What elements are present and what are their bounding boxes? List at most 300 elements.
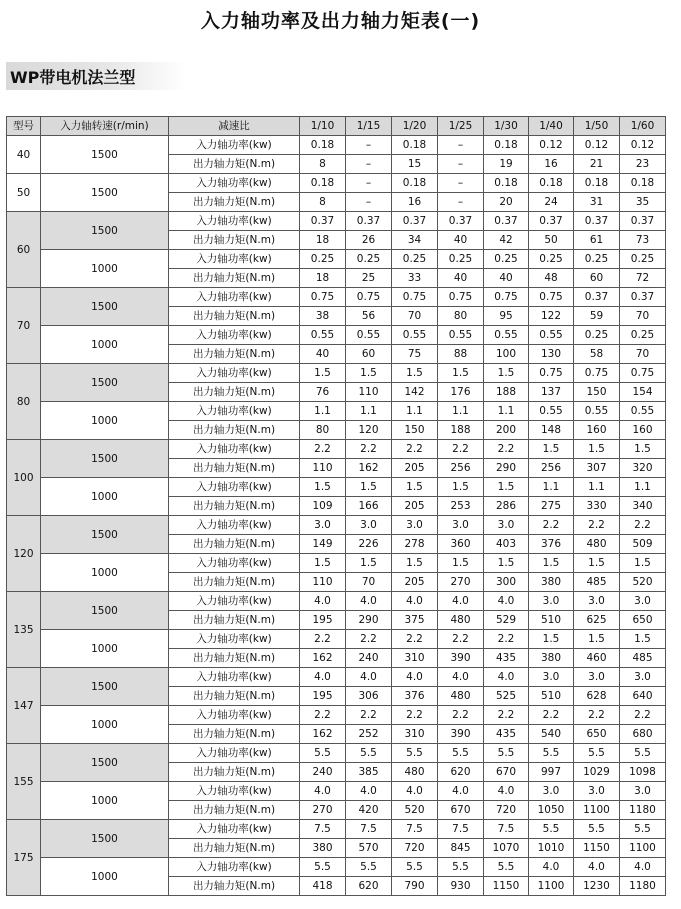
torque-value-cell: 256 [529, 459, 574, 478]
torque-value-cell: 330 [574, 497, 620, 516]
power-value-cell: 0.25 [574, 326, 620, 345]
torque-value-cell: 480 [438, 687, 484, 706]
power-value-cell: 0.25 [438, 250, 484, 269]
torque-label-cell: 出力轴力矩(N.m) [169, 421, 300, 440]
torque-value-cell: – [438, 193, 484, 212]
power-value-cell: 4.0 [484, 782, 529, 801]
torque-value-cell: 640 [620, 687, 666, 706]
torque-value-cell: 61 [574, 231, 620, 250]
power-label-cell: 入力轴功率(kw) [169, 478, 300, 497]
torque-value-cell: 21 [574, 155, 620, 174]
torque-value-cell: 120 [346, 421, 392, 440]
speed-cell: 1500 [41, 668, 169, 706]
power-value-cell: 2.2 [574, 516, 620, 535]
table-row [7, 858, 666, 877]
header-cell: 1/30 [484, 117, 529, 136]
power-value-cell: 1.5 [346, 554, 392, 573]
power-value-cell: 1.1 [438, 402, 484, 421]
power-value-cell: 0.37 [300, 212, 346, 231]
torque-value-cell: 270 [300, 801, 346, 820]
torque-value-cell: 310 [392, 649, 438, 668]
torque-value-cell: 48 [529, 269, 574, 288]
torque-value-cell: 390 [438, 649, 484, 668]
speed-cell: 1500 [41, 212, 169, 250]
power-value-cell: 5.5 [392, 744, 438, 763]
power-value-cell: 0.37 [346, 212, 392, 231]
torque-value-cell: 110 [300, 459, 346, 478]
power-value-cell: 0.37 [438, 212, 484, 231]
torque-value-cell: 480 [574, 535, 620, 554]
torque-value-cell: 16 [529, 155, 574, 174]
speed-cell: 1000 [41, 402, 169, 440]
power-value-cell: 0.55 [529, 402, 574, 421]
power-value-cell: 4.0 [392, 592, 438, 611]
table-row [7, 440, 666, 459]
torque-value-cell: 403 [484, 535, 529, 554]
torque-value-cell: 33 [392, 269, 438, 288]
torque-value-cell: 790 [392, 877, 438, 896]
table-row [7, 364, 666, 383]
power-value-cell: 0.12 [620, 136, 666, 155]
torque-value-cell: 720 [392, 839, 438, 858]
power-value-cell: 3.0 [574, 782, 620, 801]
power-value-cell: 7.5 [438, 820, 484, 839]
power-value-cell: 2.2 [484, 706, 529, 725]
power-value-cell: 1.5 [346, 478, 392, 497]
table-row [7, 478, 666, 497]
power-value-cell: 2.2 [346, 440, 392, 459]
torque-value-cell: 650 [620, 611, 666, 630]
header-cell: 入力轴转速(r/min) [41, 117, 169, 136]
torque-value-cell: 59 [574, 307, 620, 326]
torque-value-cell: 390 [438, 725, 484, 744]
power-value-cell: 0.25 [346, 250, 392, 269]
torque-value-cell: 8 [300, 155, 346, 174]
torque-value-cell: 162 [300, 725, 346, 744]
power-value-cell: 4.0 [438, 668, 484, 687]
torque-value-cell: 150 [392, 421, 438, 440]
power-value-cell: 0.75 [300, 288, 346, 307]
torque-value-cell: 80 [300, 421, 346, 440]
power-value-cell: 1.5 [484, 554, 529, 573]
torque-value-cell: 380 [300, 839, 346, 858]
power-value-cell: 2.2 [438, 440, 484, 459]
torque-value-cell: 149 [300, 535, 346, 554]
power-value-cell: 0.18 [392, 136, 438, 155]
speed-cell: 1500 [41, 820, 169, 858]
power-value-cell: 1.5 [620, 440, 666, 459]
header-cell: 1/10 [300, 117, 346, 136]
power-value-cell: 2.2 [484, 440, 529, 459]
power-value-cell: 7.5 [300, 820, 346, 839]
power-value-cell: 1.5 [574, 630, 620, 649]
model-cell: 70 [7, 288, 41, 364]
power-value-cell: 2.2 [392, 630, 438, 649]
torque-value-cell: 226 [346, 535, 392, 554]
power-label-cell: 入力轴功率(kw) [169, 250, 300, 269]
torque-value-cell: 253 [438, 497, 484, 516]
power-value-cell: 0.55 [574, 402, 620, 421]
header-cell: 1/20 [392, 117, 438, 136]
torque-value-cell: 162 [346, 459, 392, 478]
power-label-cell: 入力轴功率(kw) [169, 516, 300, 535]
torque-value-cell: 275 [529, 497, 574, 516]
torque-value-cell: 485 [620, 649, 666, 668]
torque-value-cell: 380 [529, 573, 574, 592]
power-value-cell: 1.5 [574, 440, 620, 459]
spec-table [6, 116, 666, 896]
power-value-cell: 1.5 [484, 364, 529, 383]
speed-cell: 1000 [41, 858, 169, 896]
power-value-cell: 1.5 [392, 364, 438, 383]
torque-label-cell: 出力轴力矩(N.m) [169, 231, 300, 250]
torque-value-cell: 320 [620, 459, 666, 478]
header-cell: 1/40 [529, 117, 574, 136]
torque-value-cell: 56 [346, 307, 392, 326]
torque-label-cell: 出力轴力矩(N.m) [169, 801, 300, 820]
power-label-cell: 入力轴功率(kw) [169, 326, 300, 345]
torque-value-cell: 650 [574, 725, 620, 744]
torque-value-cell: 385 [346, 763, 392, 782]
power-value-cell: 1.1 [346, 402, 392, 421]
power-value-cell: 4.0 [346, 592, 392, 611]
power-value-cell: 4.0 [438, 782, 484, 801]
power-value-cell: 0.55 [300, 326, 346, 345]
power-value-cell: 2.2 [620, 706, 666, 725]
power-value-cell: 4.0 [300, 592, 346, 611]
header-cell: 型号 [7, 117, 41, 136]
power-value-cell: 1.1 [300, 402, 346, 421]
model-cell: 147 [7, 668, 41, 744]
power-value-cell: 1.5 [346, 364, 392, 383]
torque-value-cell: 525 [484, 687, 529, 706]
torque-value-cell: 75 [392, 345, 438, 364]
power-value-cell: 7.5 [392, 820, 438, 839]
power-value-cell: 0.25 [620, 326, 666, 345]
table-row [7, 630, 666, 649]
torque-value-cell: 195 [300, 687, 346, 706]
power-value-cell: 0.75 [574, 364, 620, 383]
model-cell: 120 [7, 516, 41, 592]
power-value-cell: 3.0 [620, 668, 666, 687]
torque-value-cell: 286 [484, 497, 529, 516]
power-value-cell: 0.25 [529, 250, 574, 269]
torque-value-cell: 480 [392, 763, 438, 782]
power-value-cell: 4.0 [438, 592, 484, 611]
torque-value-cell: 40 [438, 269, 484, 288]
power-value-cell: 5.5 [620, 744, 666, 763]
torque-label-cell: 出力轴力矩(N.m) [169, 193, 300, 212]
torque-value-cell: 529 [484, 611, 529, 630]
power-value-cell: 2.2 [346, 630, 392, 649]
torque-value-cell: 8 [300, 193, 346, 212]
torque-value-cell: 1150 [484, 877, 529, 896]
power-value-cell: 3.0 [620, 592, 666, 611]
power-value-cell: 0.18 [620, 174, 666, 193]
torque-value-cell: 122 [529, 307, 574, 326]
torque-value-cell: 166 [346, 497, 392, 516]
torque-value-cell: 40 [438, 231, 484, 250]
torque-value-cell: 1070 [484, 839, 529, 858]
table-row [7, 820, 666, 839]
power-value-cell: 2.2 [300, 706, 346, 725]
power-value-cell: 0.25 [392, 250, 438, 269]
power-value-cell: 0.25 [300, 250, 346, 269]
power-value-cell: 0.25 [574, 250, 620, 269]
power-value-cell: 1.5 [438, 478, 484, 497]
power-value-cell: 3.0 [392, 516, 438, 535]
power-label-cell: 入力轴功率(kw) [169, 592, 300, 611]
power-value-cell: 2.2 [529, 706, 574, 725]
power-value-cell: 2.2 [392, 440, 438, 459]
power-value-cell: 2.2 [529, 516, 574, 535]
torque-value-cell: 160 [574, 421, 620, 440]
speed-cell: 1500 [41, 174, 169, 212]
torque-value-cell: 70 [346, 573, 392, 592]
torque-value-cell: 188 [438, 421, 484, 440]
power-value-cell: 1.1 [574, 478, 620, 497]
torque-value-cell: 20 [484, 193, 529, 212]
power-value-cell: 0.75 [620, 364, 666, 383]
speed-cell: 1500 [41, 516, 169, 554]
torque-value-cell: – [346, 155, 392, 174]
power-value-cell: 2.2 [484, 630, 529, 649]
torque-value-cell: 195 [300, 611, 346, 630]
torque-value-cell: 16 [392, 193, 438, 212]
power-value-cell: 5.5 [346, 744, 392, 763]
torque-value-cell: 997 [529, 763, 574, 782]
power-value-cell: 0.25 [484, 250, 529, 269]
torque-value-cell: 38 [300, 307, 346, 326]
power-label-cell: 入力轴功率(kw) [169, 554, 300, 573]
table-row [7, 174, 666, 193]
torque-label-cell: 出力轴力矩(N.m) [169, 383, 300, 402]
torque-value-cell: 35 [620, 193, 666, 212]
table-header-row [7, 117, 666, 136]
table-row [7, 212, 666, 231]
power-value-cell: 3.0 [438, 516, 484, 535]
power-label-cell: 入力轴功率(kw) [169, 288, 300, 307]
power-value-cell: 4.0 [346, 668, 392, 687]
torque-value-cell: 110 [346, 383, 392, 402]
model-cell: 60 [7, 212, 41, 288]
power-value-cell: 5.5 [438, 744, 484, 763]
torque-value-cell: 31 [574, 193, 620, 212]
torque-value-cell: 252 [346, 725, 392, 744]
torque-label-cell: 出力轴力矩(N.m) [169, 687, 300, 706]
speed-cell: 1500 [41, 288, 169, 326]
torque-value-cell: 720 [484, 801, 529, 820]
power-value-cell: 0.75 [484, 288, 529, 307]
table-row [7, 706, 666, 725]
power-value-cell: 4.0 [392, 668, 438, 687]
torque-value-cell: 109 [300, 497, 346, 516]
power-value-cell: 1.1 [484, 402, 529, 421]
power-value-cell: 0.75 [438, 288, 484, 307]
torque-value-cell: 360 [438, 535, 484, 554]
power-value-cell: 0.55 [484, 326, 529, 345]
torque-value-cell: 100 [484, 345, 529, 364]
torque-label-cell: 出力轴力矩(N.m) [169, 459, 300, 478]
power-value-cell: 1.5 [392, 478, 438, 497]
power-value-cell: 2.2 [300, 630, 346, 649]
power-value-cell: 1.5 [620, 554, 666, 573]
header-cell: 1/50 [574, 117, 620, 136]
table-row [7, 668, 666, 687]
power-value-cell: 3.0 [529, 782, 574, 801]
torque-label-cell: 出力轴力矩(N.m) [169, 725, 300, 744]
power-value-cell: 0.18 [392, 174, 438, 193]
power-value-cell: 4.0 [620, 858, 666, 877]
torque-label-cell: 出力轴力矩(N.m) [169, 839, 300, 858]
speed-cell: 1500 [41, 364, 169, 402]
torque-value-cell: 40 [300, 345, 346, 364]
torque-value-cell: 137 [529, 383, 574, 402]
torque-value-cell: 420 [346, 801, 392, 820]
speed-cell: 1000 [41, 554, 169, 592]
power-value-cell: 0.37 [620, 212, 666, 231]
torque-label-cell: 出力轴力矩(N.m) [169, 611, 300, 630]
torque-value-cell: 19 [484, 155, 529, 174]
page-title: 入力轴功率及出力轴力矩表(一) [200, 10, 481, 32]
power-value-cell: 5.5 [438, 858, 484, 877]
power-value-cell: 0.25 [620, 250, 666, 269]
torque-value-cell: 205 [392, 573, 438, 592]
header-cell: 1/25 [438, 117, 484, 136]
power-value-cell: 4.0 [300, 782, 346, 801]
power-value-cell: 1.5 [438, 364, 484, 383]
torque-value-cell: 162 [300, 649, 346, 668]
torque-value-cell: 88 [438, 345, 484, 364]
power-value-cell: 4.0 [300, 668, 346, 687]
power-value-cell: – [346, 136, 392, 155]
torque-label-cell: 出力轴力矩(N.m) [169, 307, 300, 326]
power-label-cell: 入力轴功率(kw) [169, 744, 300, 763]
torque-label-cell: 出力轴力矩(N.m) [169, 345, 300, 364]
power-value-cell: 3.0 [529, 668, 574, 687]
power-value-cell: 0.18 [484, 136, 529, 155]
torque-value-cell: 130 [529, 345, 574, 364]
speed-cell: 1000 [41, 250, 169, 288]
speed-cell: 1000 [41, 630, 169, 668]
torque-value-cell: 70 [392, 307, 438, 326]
power-value-cell: 3.0 [574, 592, 620, 611]
power-value-cell: 0.75 [529, 364, 574, 383]
torque-value-cell: 80 [438, 307, 484, 326]
torque-value-cell: – [438, 155, 484, 174]
table-row [7, 592, 666, 611]
power-value-cell: 0.75 [392, 288, 438, 307]
torque-value-cell: 205 [392, 459, 438, 478]
power-value-cell: 5.5 [529, 744, 574, 763]
torque-value-cell: 160 [620, 421, 666, 440]
power-value-cell: – [438, 136, 484, 155]
torque-value-cell: 418 [300, 877, 346, 896]
torque-value-cell: 1050 [529, 801, 574, 820]
power-value-cell: 0.55 [438, 326, 484, 345]
torque-value-cell: 300 [484, 573, 529, 592]
torque-value-cell: 480 [438, 611, 484, 630]
power-value-cell: 5.5 [300, 744, 346, 763]
torque-value-cell: 70 [620, 345, 666, 364]
table-row [7, 516, 666, 535]
power-value-cell: 0.37 [620, 288, 666, 307]
torque-value-cell: 240 [346, 649, 392, 668]
power-value-cell: 0.18 [300, 174, 346, 193]
torque-value-cell: 520 [620, 573, 666, 592]
torque-value-cell: 18 [300, 231, 346, 250]
power-value-cell: 0.37 [574, 288, 620, 307]
power-value-cell: 1.1 [529, 478, 574, 497]
header-cell: 1/60 [620, 117, 666, 136]
torque-label-cell: 出力轴力矩(N.m) [169, 155, 300, 174]
torque-label-cell: 出力轴力矩(N.m) [169, 269, 300, 288]
table-row [7, 288, 666, 307]
torque-value-cell: 540 [529, 725, 574, 744]
speed-cell: 1500 [41, 440, 169, 478]
torque-value-cell: 485 [574, 573, 620, 592]
table-row [7, 744, 666, 763]
power-value-cell: – [346, 174, 392, 193]
power-value-cell: 2.2 [620, 516, 666, 535]
torque-value-cell: 620 [438, 763, 484, 782]
power-value-cell: 0.37 [484, 212, 529, 231]
power-value-cell: 5.5 [484, 744, 529, 763]
table-row [7, 554, 666, 573]
torque-value-cell: 1100 [574, 801, 620, 820]
speed-cell: 1000 [41, 782, 169, 820]
torque-value-cell: 460 [574, 649, 620, 668]
torque-label-cell: 出力轴力矩(N.m) [169, 649, 300, 668]
table-row [7, 782, 666, 801]
torque-value-cell: 25 [346, 269, 392, 288]
power-value-cell: 4.0 [529, 858, 574, 877]
power-value-cell: 7.5 [346, 820, 392, 839]
power-value-cell: 0.18 [484, 174, 529, 193]
power-value-cell: 0.18 [574, 174, 620, 193]
torque-value-cell: 73 [620, 231, 666, 250]
torque-value-cell: 95 [484, 307, 529, 326]
power-label-cell: 入力轴功率(kw) [169, 136, 300, 155]
power-value-cell: 4.0 [392, 782, 438, 801]
torque-value-cell: 18 [300, 269, 346, 288]
power-value-cell: 2.2 [574, 706, 620, 725]
torque-value-cell: 60 [574, 269, 620, 288]
model-cell: 50 [7, 174, 41, 212]
power-value-cell: 1.5 [620, 630, 666, 649]
power-value-cell: 1.5 [438, 554, 484, 573]
torque-value-cell: 375 [392, 611, 438, 630]
power-value-cell: 1.5 [529, 554, 574, 573]
torque-value-cell: 154 [620, 383, 666, 402]
power-value-cell: 2.2 [300, 440, 346, 459]
power-label-cell: 入力轴功率(kw) [169, 364, 300, 383]
torque-value-cell: 570 [346, 839, 392, 858]
torque-value-cell: 150 [574, 383, 620, 402]
torque-label-cell: 出力轴力矩(N.m) [169, 877, 300, 896]
table-row [7, 326, 666, 345]
model-cell: 100 [7, 440, 41, 516]
power-value-cell: 2.2 [438, 630, 484, 649]
power-label-cell: 入力轴功率(kw) [169, 212, 300, 231]
power-value-cell: 7.5 [484, 820, 529, 839]
torque-value-cell: 628 [574, 687, 620, 706]
power-value-cell: 1.5 [300, 478, 346, 497]
power-label-cell: 入力轴功率(kw) [169, 820, 300, 839]
power-value-cell: 4.0 [574, 858, 620, 877]
power-value-cell: 0.55 [529, 326, 574, 345]
power-value-cell: 1.5 [300, 364, 346, 383]
